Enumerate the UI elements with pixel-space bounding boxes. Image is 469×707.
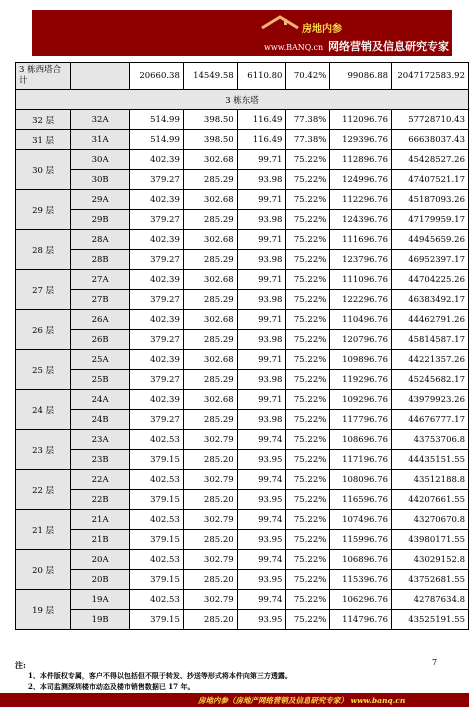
value-cell: 302.68 — [183, 150, 237, 170]
value-cell: 402.53 — [130, 590, 184, 610]
value-cell: 44945659.26 — [392, 230, 469, 250]
table-row — [16, 470, 469, 490]
unit-cell: 30A — [71, 150, 130, 170]
unit-cell: 25A — [71, 350, 130, 370]
value-cell: 109896.76 — [330, 350, 392, 370]
unit-cell: 21B — [71, 530, 130, 550]
unit-cell: 26A — [71, 310, 130, 330]
value-cell: 75.22% — [286, 550, 330, 570]
value-cell: 43525191.55 — [392, 610, 469, 630]
value-cell: 379.27 — [130, 170, 184, 190]
floor-cell: 29 层 — [16, 190, 71, 230]
value-cell: 379.27 — [130, 250, 184, 270]
value-cell: 75.22% — [286, 490, 330, 510]
value-cell: 99.74 — [237, 510, 286, 530]
value-cell: 302.68 — [183, 310, 237, 330]
value-cell: 379.15 — [130, 530, 184, 550]
value-cell: 379.27 — [130, 330, 184, 350]
value-cell: 124396.76 — [330, 210, 392, 230]
unit-cell: 22B — [71, 490, 130, 510]
table-row — [16, 170, 469, 190]
unit-cell: 20B — [71, 570, 130, 590]
unit-cell: 21A — [71, 510, 130, 530]
summary-blank-cell — [71, 63, 130, 90]
value-cell: 402.39 — [130, 190, 184, 210]
value-cell: 285.29 — [183, 250, 237, 270]
value-cell: 122296.76 — [330, 290, 392, 310]
value-cell: 45187093.26 — [392, 190, 469, 210]
value-cell: 302.79 — [183, 590, 237, 610]
value-cell: 379.27 — [130, 290, 184, 310]
floor-cell: 21 层 — [16, 510, 71, 550]
value-cell: 379.15 — [130, 450, 184, 470]
value-cell: 47179959.17 — [392, 210, 469, 230]
unit-cell: 19A — [71, 590, 130, 610]
value-cell: 44704225.26 — [392, 270, 469, 290]
value-cell: 75.22% — [286, 190, 330, 210]
value-cell: 379.27 — [130, 410, 184, 430]
value-cell: 379.27 — [130, 370, 184, 390]
value-cell: 43752681.55 — [392, 570, 469, 590]
value-cell: 117196.76 — [330, 450, 392, 470]
value-cell: 514.99 — [130, 110, 184, 130]
value-cell: 44207661.55 — [392, 490, 469, 510]
value-cell: 75.22% — [286, 410, 330, 430]
unit-cell: 29A — [71, 190, 130, 210]
value-cell: 99.74 — [237, 470, 286, 490]
house-logo-icon — [260, 14, 300, 38]
value-cell: 379.15 — [130, 610, 184, 630]
summary-cell: 70.42% — [286, 63, 330, 90]
value-cell: 47407521.17 — [392, 170, 469, 190]
brand-header — [32, 10, 452, 56]
value-cell: 57728710.43 — [392, 110, 469, 130]
value-cell: 111696.76 — [330, 230, 392, 250]
value-cell: 75.22% — [286, 570, 330, 590]
footer-text: 房地内参（房地产网络营销及信息研究专家） www.banq.cn — [198, 696, 406, 705]
value-cell: 123796.76 — [330, 250, 392, 270]
section-row — [16, 90, 469, 110]
value-cell: 285.20 — [183, 450, 237, 470]
floor-cell: 28 层 — [16, 230, 71, 270]
value-cell: 402.39 — [130, 150, 184, 170]
value-cell: 75.22% — [286, 430, 330, 450]
summary-cell: 6110.80 — [237, 63, 286, 90]
value-cell: 115396.76 — [330, 570, 392, 590]
floor-cell: 30 层 — [16, 150, 71, 190]
value-cell: 285.20 — [183, 610, 237, 630]
value-cell: 45428527.26 — [392, 150, 469, 170]
value-cell: 285.29 — [183, 410, 237, 430]
value-cell: 398.50 — [183, 130, 237, 150]
value-cell: 402.39 — [130, 350, 184, 370]
floor-cell: 26 层 — [16, 310, 71, 350]
value-cell: 99.74 — [237, 550, 286, 570]
value-cell: 93.98 — [237, 250, 286, 270]
value-cell: 75.22% — [286, 390, 330, 410]
table-row — [16, 190, 469, 210]
value-cell: 43029152.8 — [392, 550, 469, 570]
value-cell: 285.20 — [183, 530, 237, 550]
value-cell: 75.22% — [286, 450, 330, 470]
unit-cell: 22A — [71, 470, 130, 490]
value-cell: 99.74 — [237, 590, 286, 610]
table-row — [16, 390, 469, 410]
value-cell: 93.95 — [237, 570, 286, 590]
floor-cell: 22 层 — [16, 470, 71, 510]
value-cell: 43980171.55 — [392, 530, 469, 550]
value-cell: 109296.76 — [330, 390, 392, 410]
unit-cell: 24B — [71, 410, 130, 430]
value-cell: 75.22% — [286, 510, 330, 530]
value-cell: 302.79 — [183, 470, 237, 490]
value-cell: 43979923.26 — [392, 390, 469, 410]
value-cell: 44676777.17 — [392, 410, 469, 430]
value-cell: 116.49 — [237, 130, 286, 150]
summary-label: 3 栋西塔合计 — [16, 63, 71, 90]
value-cell: 66638037.43 — [392, 130, 469, 150]
value-cell: 302.68 — [183, 350, 237, 370]
table-row — [16, 250, 469, 270]
table-row — [16, 350, 469, 370]
value-cell: 75.22% — [286, 250, 330, 270]
value-cell: 93.95 — [237, 610, 286, 630]
table-row — [16, 110, 469, 130]
table-row — [16, 230, 469, 250]
summary-cell: 20660.38 — [130, 63, 184, 90]
summary-cell: 2047172583.92 — [392, 63, 469, 90]
value-cell: 119296.76 — [330, 370, 392, 390]
value-cell: 285.29 — [183, 330, 237, 350]
table-row — [16, 610, 469, 630]
value-cell: 108096.76 — [330, 470, 392, 490]
unit-cell: 20A — [71, 550, 130, 570]
value-cell: 75.22% — [286, 350, 330, 370]
value-cell: 114796.76 — [330, 610, 392, 630]
table-row — [16, 570, 469, 590]
value-cell: 45814587.17 — [392, 330, 469, 350]
value-cell: 402.53 — [130, 430, 184, 450]
table-row — [16, 430, 469, 450]
value-cell: 75.22% — [286, 610, 330, 630]
floor-cell: 19 层 — [16, 590, 71, 630]
value-cell: 108696.76 — [330, 430, 392, 450]
value-cell: 116.49 — [237, 110, 286, 130]
table-row — [16, 270, 469, 290]
value-cell: 43270670.8 — [392, 510, 469, 530]
value-cell: 75.22% — [286, 530, 330, 550]
value-cell: 302.79 — [183, 430, 237, 450]
unit-cell: 32A — [71, 110, 130, 130]
value-cell: 285.29 — [183, 290, 237, 310]
value-cell: 302.68 — [183, 230, 237, 250]
value-cell: 117796.76 — [330, 410, 392, 430]
sales-table — [15, 62, 469, 630]
value-cell: 44462791.26 — [392, 310, 469, 330]
value-cell: 120796.76 — [330, 330, 392, 350]
value-cell: 44221357.26 — [392, 350, 469, 370]
value-cell: 75.22% — [286, 470, 330, 490]
value-cell: 75.22% — [286, 270, 330, 290]
unit-cell: 23B — [71, 450, 130, 470]
value-cell: 402.39 — [130, 230, 184, 250]
value-cell: 302.68 — [183, 270, 237, 290]
table-row — [16, 550, 469, 570]
value-cell: 43753706.8 — [392, 430, 469, 450]
value-cell: 116596.76 — [330, 490, 392, 510]
section-title: 3 栋东塔 — [16, 90, 469, 110]
value-cell: 285.29 — [183, 210, 237, 230]
value-cell: 75.22% — [286, 330, 330, 350]
value-cell: 75.22% — [286, 310, 330, 330]
unit-cell: 28B — [71, 250, 130, 270]
value-cell: 398.50 — [183, 110, 237, 130]
value-cell: 93.98 — [237, 410, 286, 430]
value-cell: 75.22% — [286, 370, 330, 390]
floor-cell: 20 层 — [16, 550, 71, 590]
unit-cell: 27A — [71, 270, 130, 290]
value-cell: 112096.76 — [330, 110, 392, 130]
value-cell: 43512188.8 — [392, 470, 469, 490]
page-number: 7 — [432, 658, 438, 667]
note-line-2: 2、本司监测深圳楼市动态及楼市销售数据已 17 年。 — [28, 682, 195, 691]
value-cell: 93.98 — [237, 170, 286, 190]
value-cell: 302.68 — [183, 190, 237, 210]
unit-cell: 29B — [71, 210, 130, 230]
value-cell: 93.95 — [237, 450, 286, 470]
brand-footer — [0, 693, 469, 707]
floor-cell: 25 层 — [16, 350, 71, 390]
value-cell: 93.98 — [237, 370, 286, 390]
value-cell: 99.71 — [237, 350, 286, 370]
unit-cell: 23A — [71, 430, 130, 450]
table-row — [16, 290, 469, 310]
value-cell: 106296.76 — [330, 590, 392, 610]
floor-cell: 31 层 — [16, 130, 71, 150]
value-cell: 93.98 — [237, 210, 286, 230]
value-cell: 75.22% — [286, 590, 330, 610]
value-cell: 379.15 — [130, 490, 184, 510]
unit-cell: 31A — [71, 130, 130, 150]
value-cell: 46383492.17 — [392, 290, 469, 310]
unit-cell: 27B — [71, 290, 130, 310]
value-cell: 379.27 — [130, 210, 184, 230]
brand-title: 网络营销及信息研究专家 — [328, 40, 449, 53]
value-cell: 93.98 — [237, 290, 286, 310]
value-cell: 110496.76 — [330, 310, 392, 330]
value-cell: 99.71 — [237, 190, 286, 210]
value-cell: 77.38% — [286, 130, 330, 150]
table-row — [16, 590, 469, 610]
table-row — [16, 130, 469, 150]
floor-cell: 27 层 — [16, 270, 71, 310]
value-cell: 93.95 — [237, 530, 286, 550]
value-cell: 402.39 — [130, 390, 184, 410]
notes-label: 注: — [15, 660, 26, 670]
value-cell: 124996.76 — [330, 170, 392, 190]
table-row — [16, 370, 469, 390]
value-cell: 99.71 — [237, 390, 286, 410]
summary-cell: 14549.58 — [183, 63, 237, 90]
value-cell: 93.95 — [237, 490, 286, 510]
floor-cell: 23 层 — [16, 430, 71, 470]
table-row — [16, 510, 469, 530]
table-row — [16, 450, 469, 470]
value-cell: 75.22% — [286, 210, 330, 230]
value-cell: 402.53 — [130, 550, 184, 570]
value-cell: 285.20 — [183, 570, 237, 590]
value-cell: 302.79 — [183, 550, 237, 570]
unit-cell: 25B — [71, 370, 130, 390]
value-cell: 115996.76 — [330, 530, 392, 550]
value-cell: 45245682.17 — [392, 370, 469, 390]
value-cell: 402.39 — [130, 270, 184, 290]
table-row — [16, 310, 469, 330]
table-row — [16, 330, 469, 350]
value-cell: 107496.76 — [330, 510, 392, 530]
value-cell: 402.53 — [130, 510, 184, 530]
value-cell: 99.71 — [237, 230, 286, 250]
value-cell: 402.39 — [130, 310, 184, 330]
table-row — [16, 410, 469, 430]
brand-url: www.BANQ.cn — [264, 43, 324, 52]
value-cell: 302.68 — [183, 390, 237, 410]
value-cell: 302.79 — [183, 510, 237, 530]
summary-cell: 99086.88 — [330, 63, 392, 90]
value-cell: 75.22% — [286, 150, 330, 170]
unit-cell: 19B — [71, 610, 130, 630]
value-cell: 129396.76 — [330, 130, 392, 150]
value-cell: 75.22% — [286, 170, 330, 190]
value-cell: 99.71 — [237, 310, 286, 330]
value-cell: 42787634.8 — [392, 590, 469, 610]
value-cell: 99.71 — [237, 270, 286, 290]
value-cell: 77.38% — [286, 110, 330, 130]
value-cell: 106896.76 — [330, 550, 392, 570]
value-cell: 99.74 — [237, 430, 286, 450]
floor-cell: 32 层 — [16, 110, 71, 130]
value-cell: 379.15 — [130, 570, 184, 590]
value-cell: 111096.76 — [330, 270, 392, 290]
floor-cell: 24 层 — [16, 390, 71, 430]
note-line-1: 1、本件版权专属，客户不得以包括但不限于转发、抄送等形式将本件向第三方透露。 — [28, 671, 292, 680]
value-cell: 285.29 — [183, 370, 237, 390]
value-cell: 75.22% — [286, 290, 330, 310]
value-cell: 75.22% — [286, 230, 330, 250]
unit-cell: 28A — [71, 230, 130, 250]
table-row — [16, 210, 469, 230]
value-cell: 402.53 — [130, 470, 184, 490]
unit-cell: 26B — [71, 330, 130, 350]
value-cell: 285.29 — [183, 170, 237, 190]
table-row — [16, 150, 469, 170]
value-cell: 112896.76 — [330, 150, 392, 170]
summary-row — [16, 63, 469, 90]
value-cell: 285.20 — [183, 490, 237, 510]
value-cell: 112296.76 — [330, 190, 392, 210]
table-row — [16, 490, 469, 510]
value-cell: 46952397.17 — [392, 250, 469, 270]
value-cell: 99.71 — [237, 150, 286, 170]
table-row — [16, 530, 469, 550]
unit-cell: 30B — [71, 170, 130, 190]
value-cell: 93.98 — [237, 330, 286, 350]
brand-name: 房地内参 — [302, 24, 342, 35]
unit-cell: 24A — [71, 390, 130, 410]
value-cell: 514.99 — [130, 130, 184, 150]
value-cell: 44435151.55 — [392, 450, 469, 470]
